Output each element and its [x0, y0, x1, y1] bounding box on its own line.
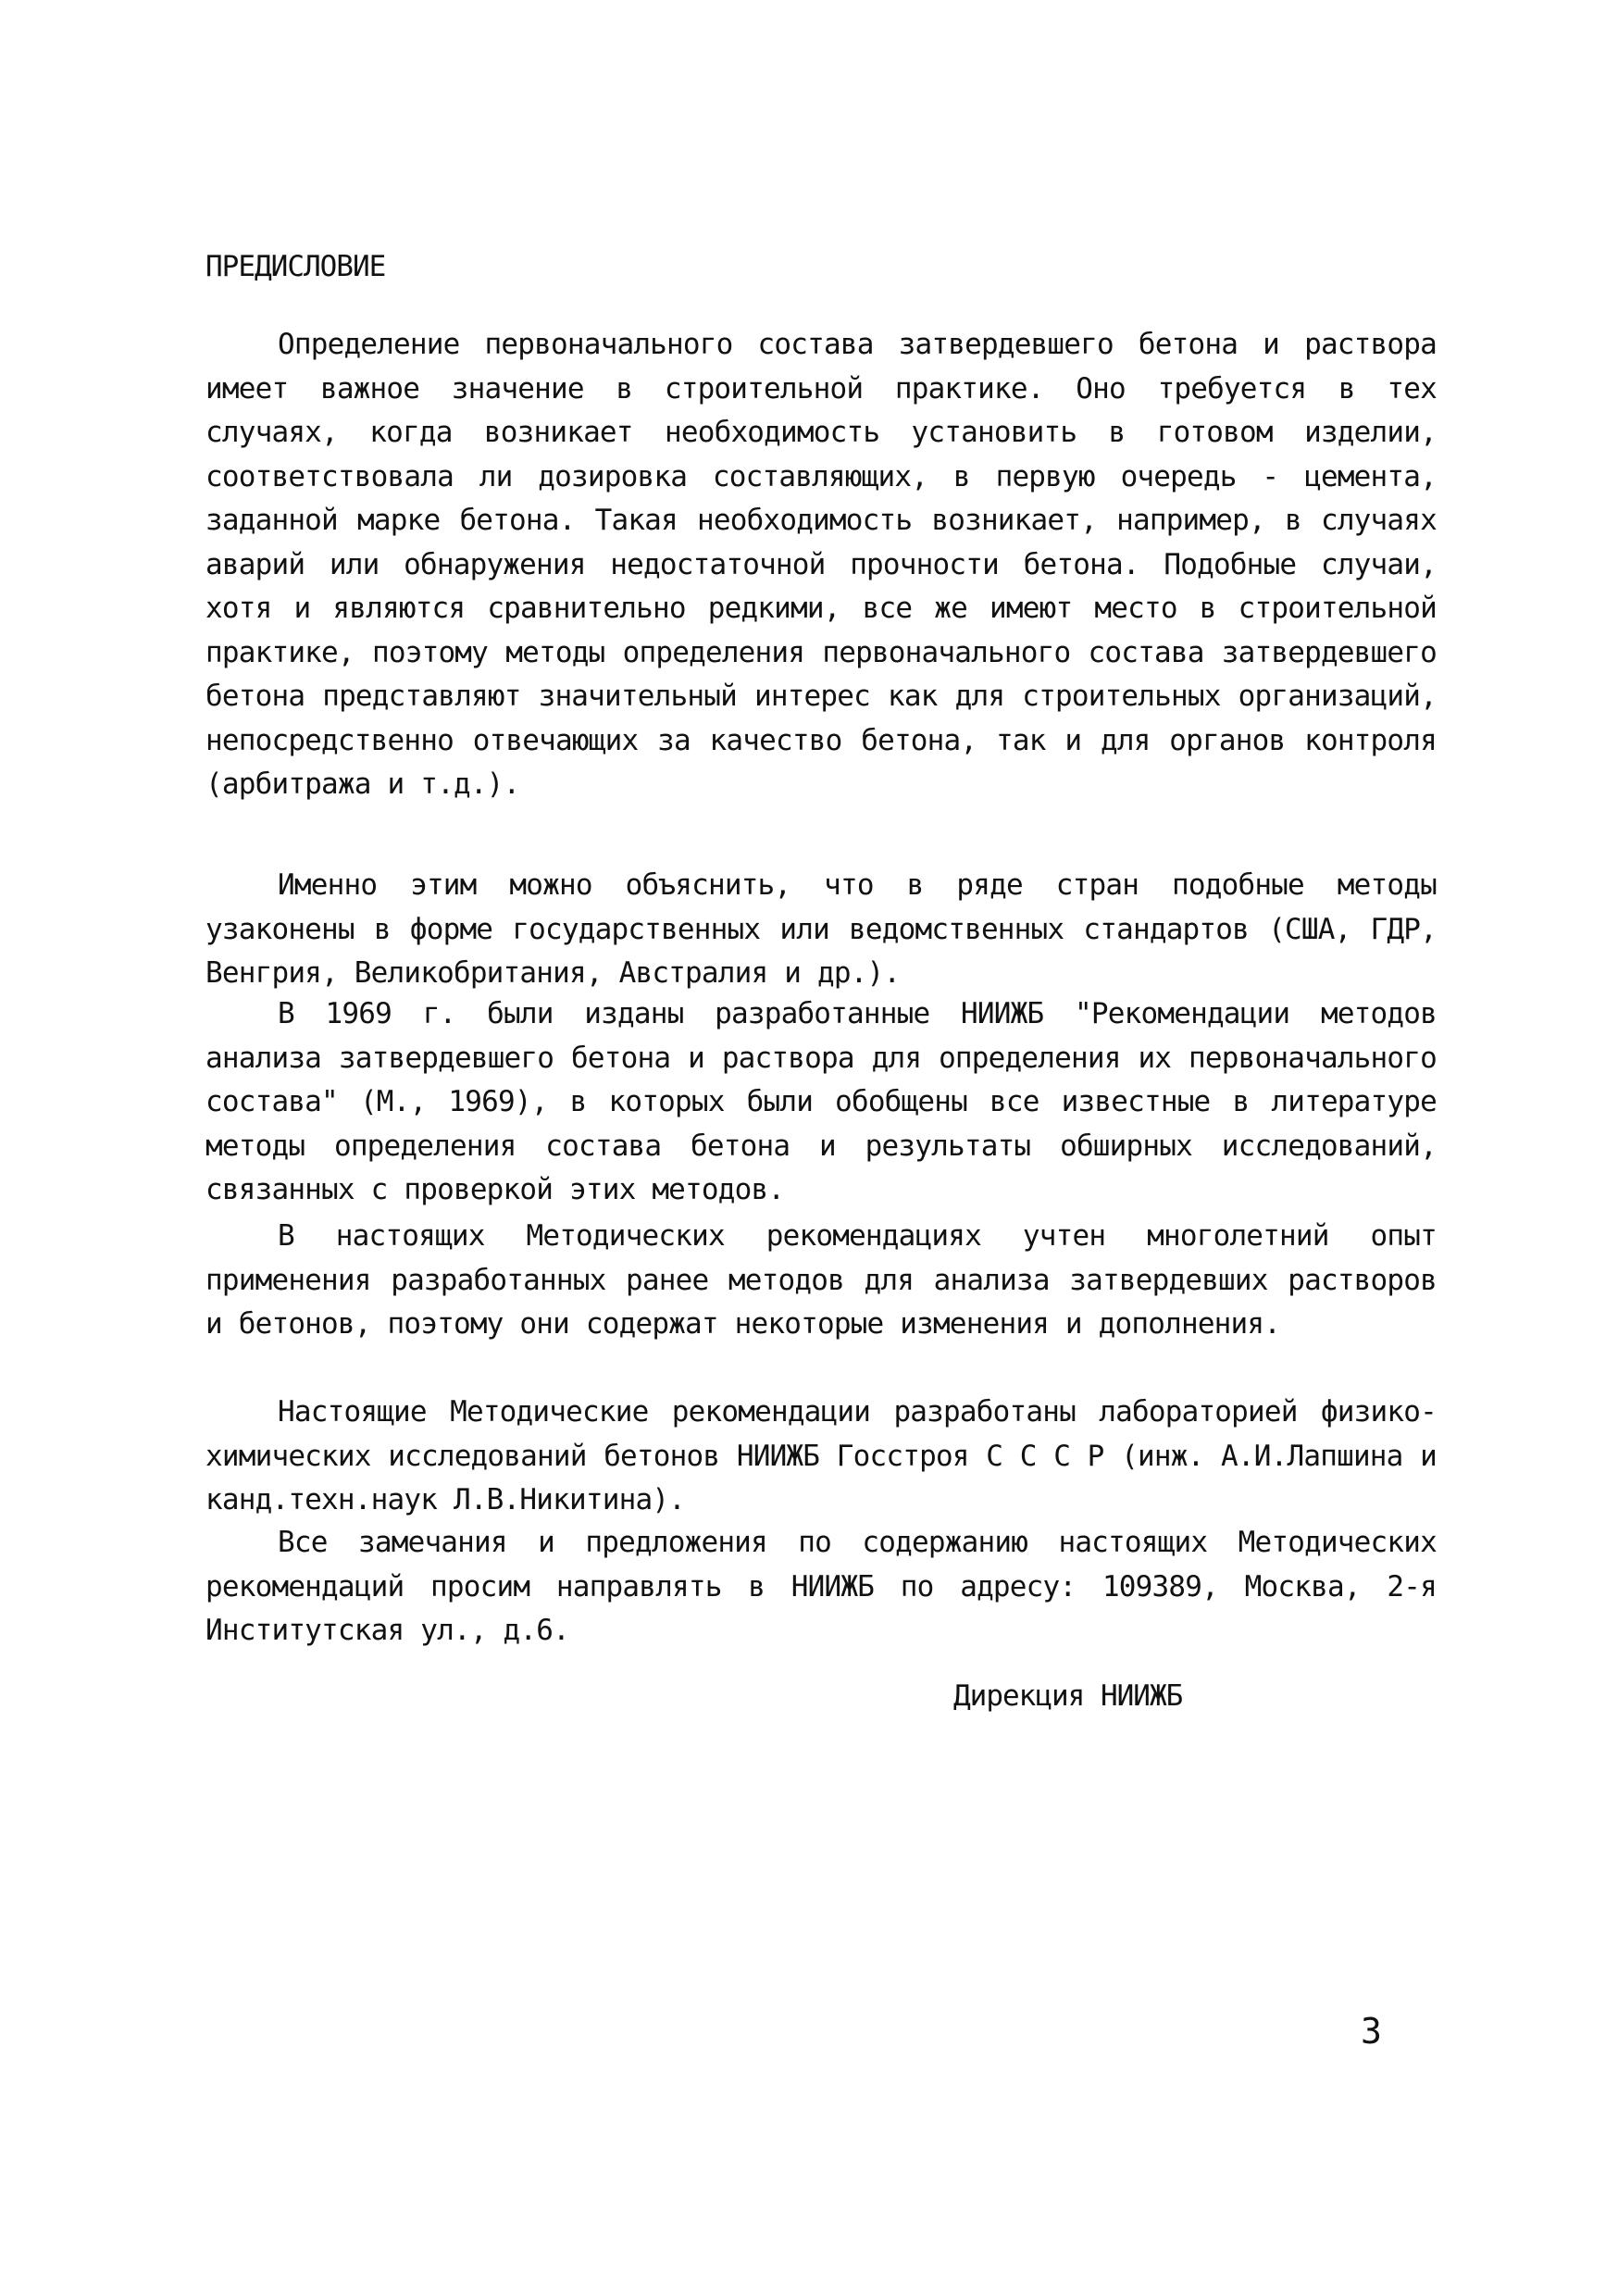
- paragraph-standards: Именно этим можно объяснить, что в ряде стран подобные методы узаконены в форме государственных или ведомственных стандартов (США, ГДР, Венгрия, Великобритания, Австралия и др.).: [205, 868, 1437, 990]
- paragraph-authors: Настоящие Методические рекомендации разработаны лабораторией физико-химических исследований бетонов НИИЖБ Госстроя С С С Р (инж. А.И.Лапшина и канд.техн.наук Л.В.Никитина).: [205, 1395, 1437, 1516]
- paragraph-importance: Определение первоначального состава затвердевшего бетона и раствора имеет важное значение в строительной практике. Оно требуется в тех случаях, когда возникает необходимость установить в готовом изделии, соответствовала ли дозировка составляющих, в первую очередь - цемента, заданной марке бетона. Такая необходимость возникает, например, в случаях аварий или обнаружения недостаточной прочности бетона. Подобные случаи, хотя и являются сравнительно редкими, все же имеют место в строительной практике, поэтому методы определения первоначального состава затвердевшего бетона представляют значительный интерес как для строительных организаций, непосредственно отвечающих за качество бетона, так и для органов контроля (арбитража и т.д.).: [205, 328, 1437, 801]
- signature: Дирекция НИИЖБ: [953, 1679, 1183, 1713]
- page-number: 3: [1361, 2011, 1382, 2052]
- paragraph-contact: Все замечания и предложения по содержанию настоящих Методических рекомендаций просим направлять в НИИЖБ по адресу: 109389, Москва, 2-я Институтская ул., д.6.: [205, 1526, 1437, 1647]
- paragraph-experience: В настоящих Методических рекомендациях учтен многолетний опыт применения разработанных ранее методов для анализа затвердевших растворов и бетонов, поэтому они содержат некоторые изменения и дополнения.: [205, 1219, 1437, 1341]
- paragraph-history: В 1969 г. были изданы разработанные НИИЖБ "Рекомендации методов анализа затвердевшего бетона и раствора для определения их первоначального состава" (М., 1969), в которых были обобщены все известные в литературе методы определения состава бетона и результаты обширных исследований, связанных с проверкой этих методов.: [205, 997, 1437, 1206]
- page-title: ПРЕДИСЛОВИЕ: [205, 250, 386, 283]
